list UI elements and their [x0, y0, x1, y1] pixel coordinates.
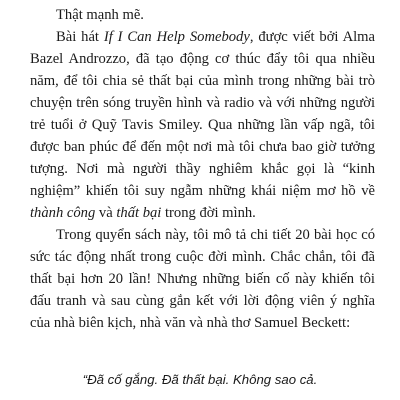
text-segment: Trong quyển sách này, tôi mô tả chi tiết 20 bài học có sức tác động nhất trong cuộc đời mình. Chắc chắn, tôi đã thất bại hơn 20 lần! Nhưng những biến cố này khiến tôi đấu tranh và sau cùng gắn kết với lời động viên ý nghĩa của nhà biên kịch, nhà văn và nhà thơ Samuel Beckett:	[30, 227, 375, 331]
italic-text: If I Can Help Somebody	[103, 29, 250, 45]
text-segment: Bài hát	[56, 29, 104, 45]
paragraph-3	[30, 224, 375, 334]
text-segment: trong đời mình.	[161, 205, 256, 221]
paragraph-2	[30, 26, 375, 224]
text-segment: , được viết bởi Alma Bazel Androzzo, đã tạo động cơ thúc đẩy tôi qua nhiều năm, để tôi chia sẻ thất bại của mình trong những bài trò chuyện trên sóng truyền hình và radio và với những người trẻ tuổi ở Quỹ Tavis Smiley. Qua những lần vấp ngã, tôi được ban phúc để đến một nơi mà tôi chưa bao giờ tưởng tượng. Nơi mà người thầy nghiêm khắc gọi là “kinh nghiệm” khiến tôi suy ngẫm những khái niệm mơ hồ về	[30, 29, 375, 199]
italic-text: thành công	[30, 205, 96, 221]
italic-text: thất bại	[116, 205, 162, 221]
body-text	[30, 4, 375, 334]
text-segment: Thật mạnh mẽ.	[56, 7, 144, 23]
text-segment: và	[95, 205, 117, 221]
quote-line: “Đã cố gắng. Đã thất bại. Không sao cả.	[82, 372, 318, 387]
paragraph-1	[30, 4, 375, 26]
